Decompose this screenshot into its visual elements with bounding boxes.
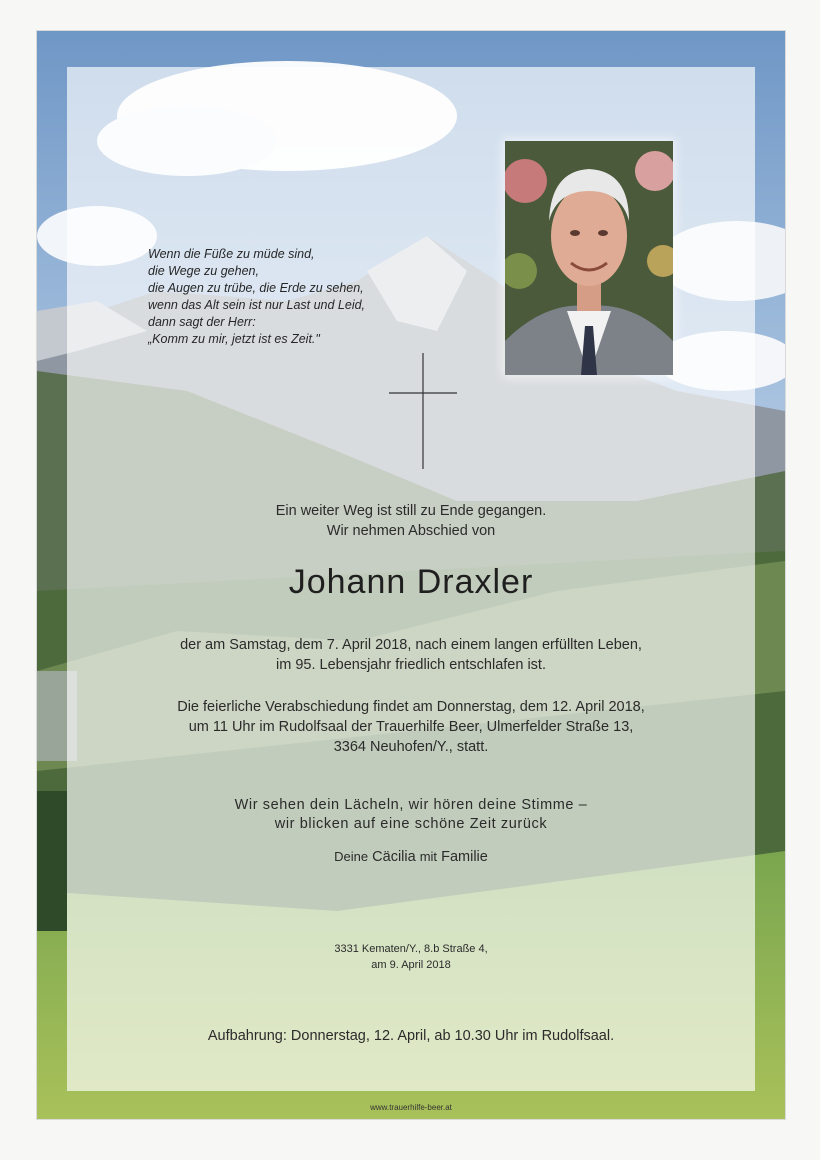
service-notice-line: 3364 Neuhofen/Y., statt.: [333, 739, 489, 755]
deceased-name: Johann Draxler: [288, 563, 534, 601]
intro-line: Ein weiter Weg ist still zu Ende gegangen.: [275, 503, 547, 519]
service-notice: [37, 697, 785, 757]
address-line: 3331 Kematen/Y., 8.b Straße 4,: [334, 943, 488, 955]
family-prefix: Deine: [334, 849, 369, 864]
death-notice-line: der am Samstag, dem 7. April 2018, nach einem langen erfüllten Leben,: [180, 637, 642, 653]
death-notice-line: im 95. Lebensjahr friedlich entschlafen ist.: [275, 657, 546, 673]
portrait-photo: [505, 141, 673, 375]
poem-line: wenn das Alt sein ist nur Last und Leid,: [148, 298, 366, 312]
poem-line: Wenn die Füße zu müde sind,: [148, 247, 315, 261]
family-connector: mit: [419, 849, 438, 864]
address-block: [37, 941, 785, 973]
farewell-line: Wir sehen dein Lächeln, wir hören deine Stimme –: [234, 797, 588, 813]
family-name: Cäcilia: [372, 849, 416, 865]
viewing-notice: Aufbahrung: Donnerstag, 12. April, ab 10.30 Uhr im Rudolfsaal.: [207, 1028, 615, 1044]
intro-line: Wir nehmen Abschied von: [326, 523, 496, 539]
farewell-lines: [37, 796, 785, 834]
address-date: am 9. April 2018: [371, 959, 451, 971]
farewell-line: wir blicken auf eine schöne Zeit zurück: [274, 816, 548, 832]
service-notice-line: um 11 Uhr im Rudolfsaal der Trauerhilfe Beer, Ulmerfelder Straße 13,: [188, 719, 634, 735]
poem-line: die Wege zu gehen,: [148, 264, 259, 278]
death-notice: [37, 635, 785, 675]
poem: [148, 246, 438, 348]
website-link[interactable]: www.trauerhilfe-beer.at: [370, 1103, 452, 1112]
family-signature: [37, 849, 785, 865]
poem-line: „Komm zu mir, jetzt ist es Zeit.": [148, 332, 320, 346]
obituary-sheet: [36, 30, 786, 1120]
service-notice-line: Die feierliche Verabschiedung findet am Donnerstag, dem 12. April 2018,: [177, 699, 645, 715]
latin-cross-icon: [388, 353, 458, 469]
poem-line: dann sagt der Herr:: [148, 315, 256, 329]
family-suffix: Familie: [441, 849, 488, 865]
intro-text: [37, 501, 785, 541]
poem-line: die Augen zu trübe, die Erde zu sehen,: [148, 281, 364, 295]
